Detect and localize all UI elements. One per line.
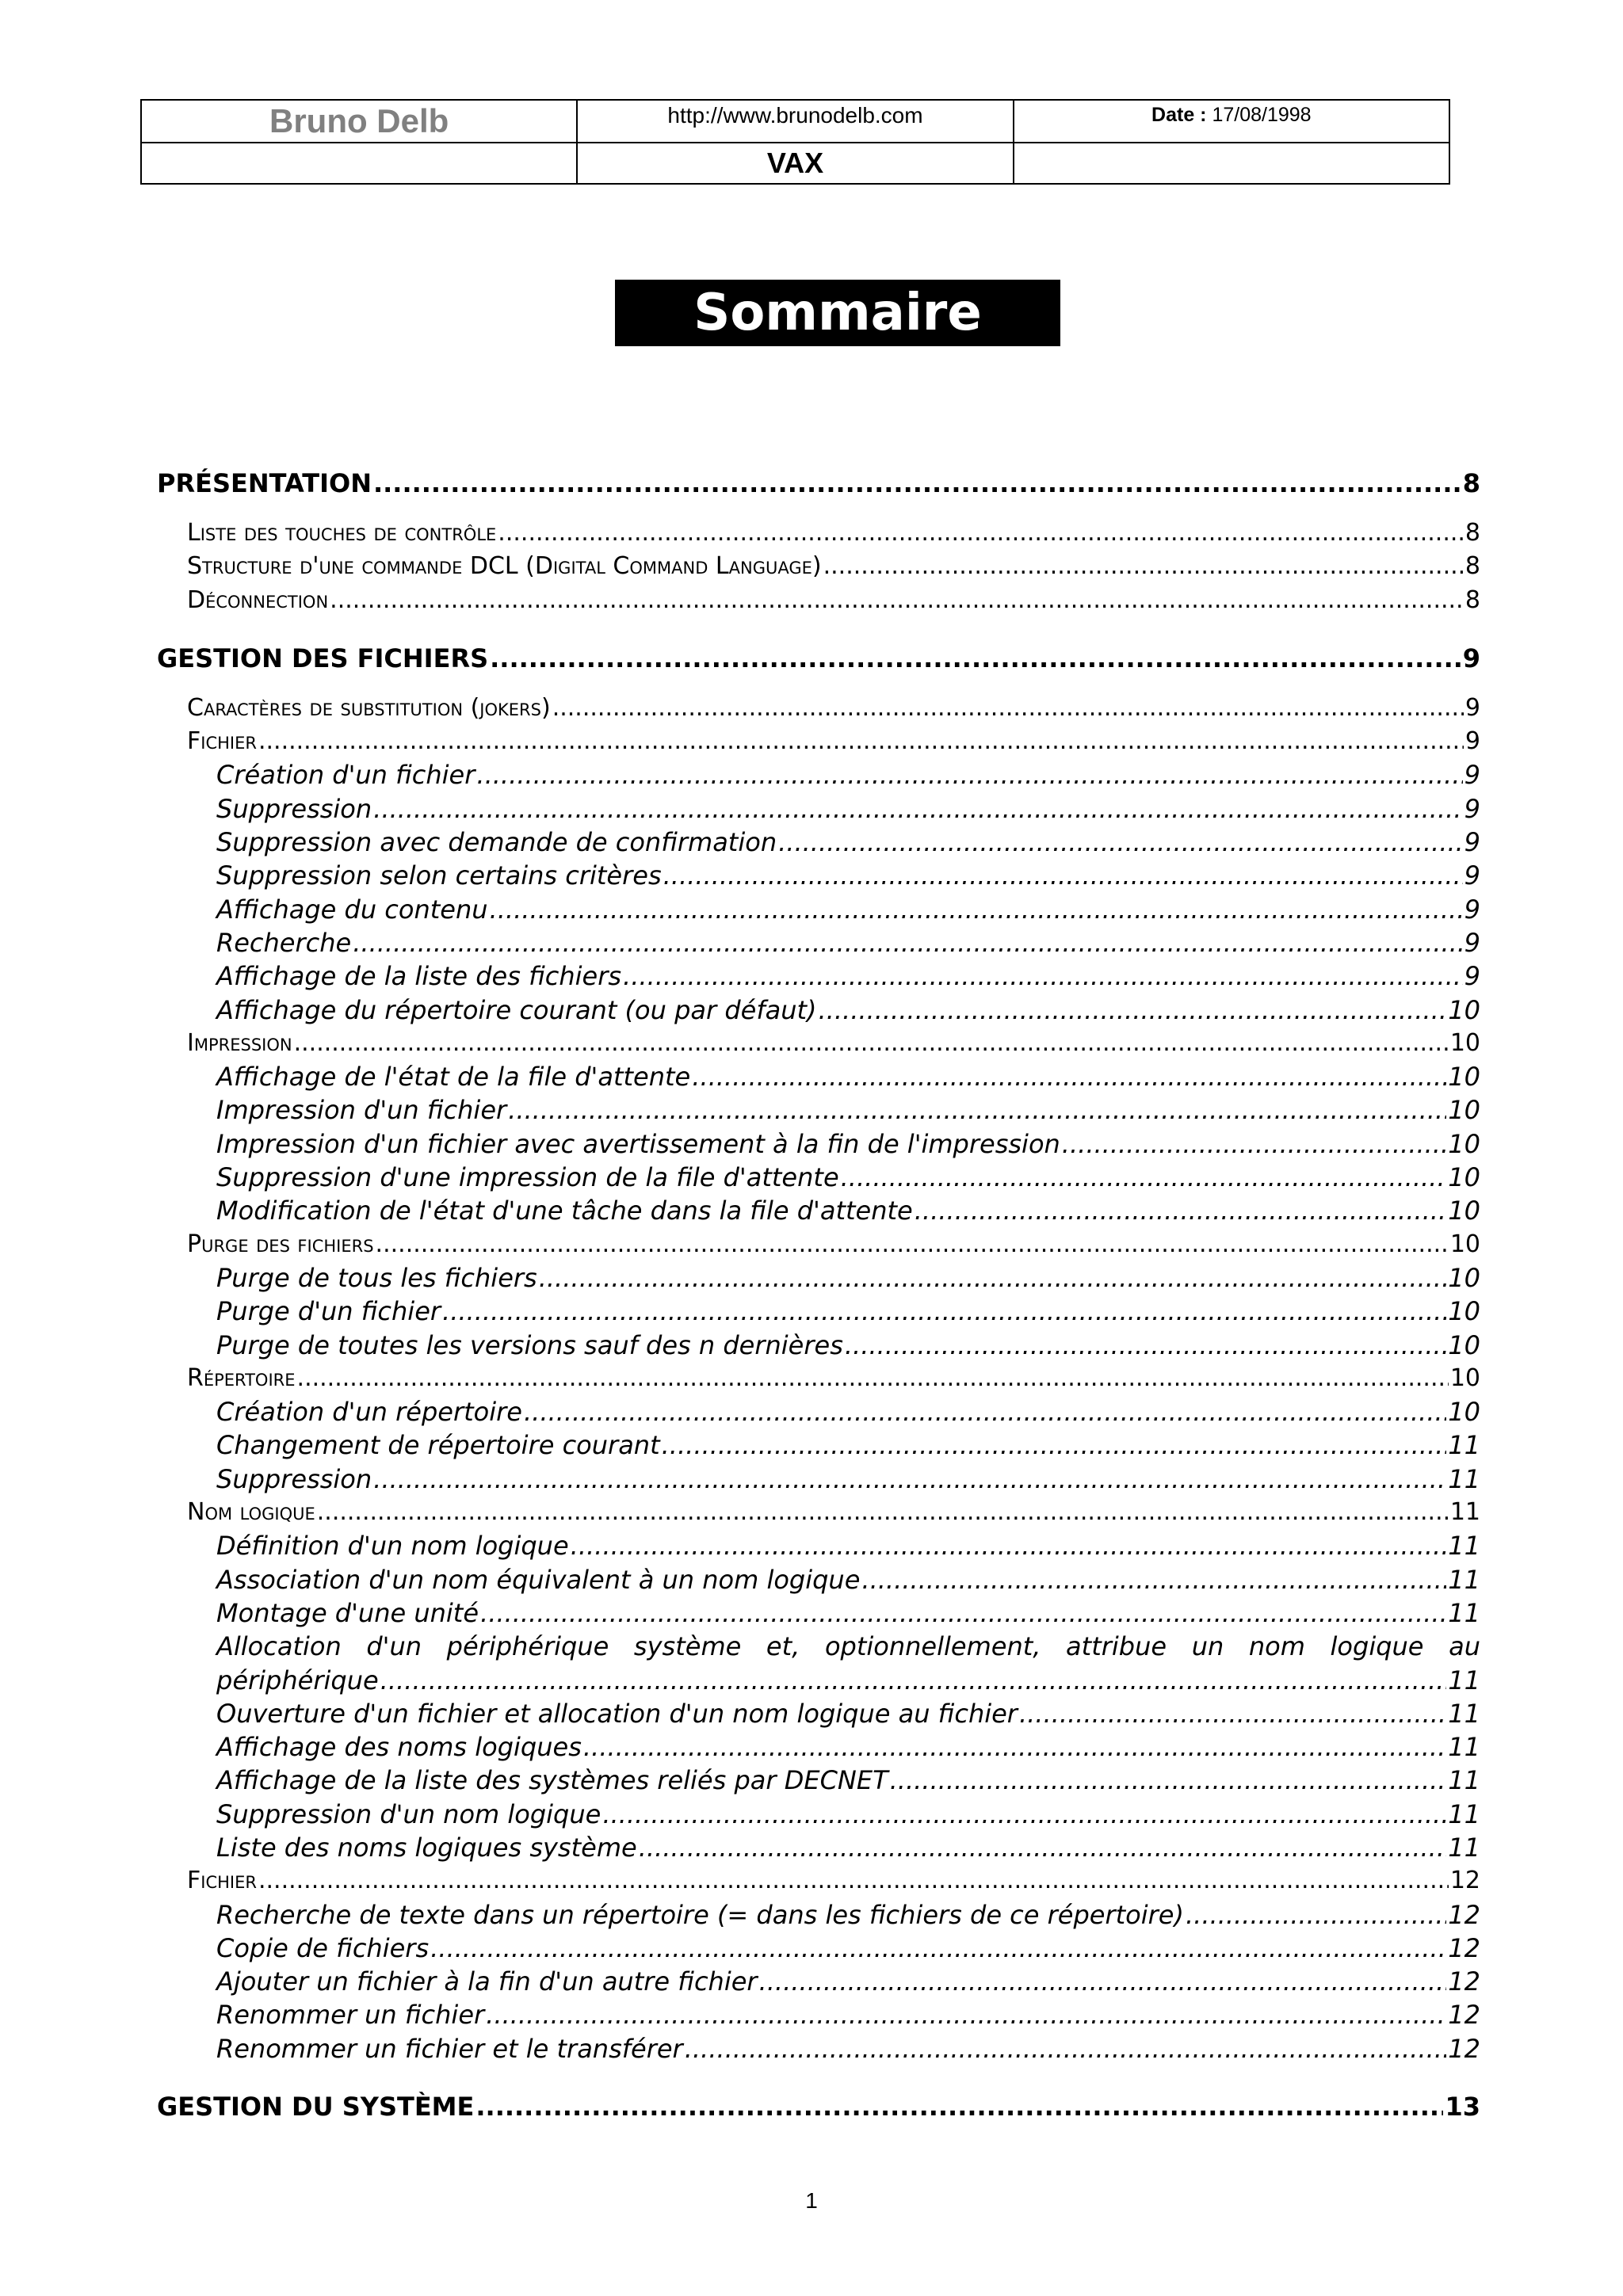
toc-page-number: 12 — [1448, 1966, 1480, 1997]
toc-page-number: 8 — [1462, 468, 1480, 498]
toc-entry[interactable] — [157, 517, 1480, 550]
toc-entry[interactable] — [157, 1529, 1480, 1562]
toc-dot-leader — [490, 893, 1463, 926]
toc-entry[interactable] — [157, 1697, 1480, 1730]
toc-dot-leader — [1186, 1898, 1446, 1932]
toc-entry[interactable] — [157, 1261, 1480, 1295]
toc-entry-title: Création d'un répertoire — [216, 1395, 524, 1428]
toc-dot-leader — [476, 758, 1462, 791]
toc-dot-leader — [552, 692, 1464, 725]
toc-entry[interactable] — [157, 2083, 1480, 2130]
toc-dot-leader — [539, 1261, 1447, 1295]
toc-entry-title: Nom logique — [187, 1496, 317, 1529]
toc-page-number: 10 — [1448, 1162, 1480, 1193]
toc-entry[interactable] — [157, 994, 1480, 1027]
toc-dot-leader — [662, 1428, 1447, 1462]
toc-entry-title: Suppression — [216, 792, 373, 826]
toc-entry-title: périphérique — [216, 1664, 380, 1697]
toc-entry-title: Purge des fichiers — [187, 1228, 376, 1261]
toc-entry-title: Répertoire — [187, 1362, 297, 1395]
toc-entry[interactable] — [157, 584, 1480, 617]
toc-dot-leader — [486, 1998, 1446, 2031]
toc-dot-leader — [508, 1093, 1446, 1127]
toc-entry[interactable] — [157, 1596, 1480, 1630]
toc-entry-title: PRÉSENTATION — [157, 460, 373, 507]
toc-page-number: 10 — [1449, 1363, 1480, 1392]
toc-entry-title: Création d'un fichier — [216, 758, 476, 791]
toc-dot-leader — [845, 1329, 1446, 1362]
toc-entry[interactable] — [157, 926, 1480, 959]
toc-page-number: 11 — [1448, 1665, 1480, 1695]
toc-page-number: 8 — [1465, 585, 1480, 614]
toc-dot-leader — [317, 1496, 1449, 1529]
toc-page-number: 11 — [1448, 1463, 1480, 1494]
toc-dot-leader — [778, 826, 1463, 859]
toc-page-number: 11 — [1448, 1732, 1480, 1763]
toc-entry-title: Ajouter un fichier à la fin d'un autre fichier — [216, 1965, 759, 1998]
toc-entry-title: Suppression d'un nom logique — [216, 1798, 602, 1831]
toc-entry-title: Fichier — [187, 1864, 258, 1897]
toc-entry[interactable] — [157, 1093, 1480, 1127]
toc-entry[interactable] — [157, 1864, 1480, 1897]
toc-page-number: 13 — [1445, 2092, 1480, 2122]
toc-entry-title: Suppression — [216, 1463, 373, 1496]
toc-page-number: 8 — [1465, 519, 1480, 547]
toc-page-number: 10 — [1448, 1262, 1480, 1293]
toc-entry[interactable] — [157, 725, 1480, 758]
toc-entry[interactable] — [157, 692, 1480, 725]
toc-dot-leader — [430, 1932, 1446, 1965]
toc-page-number: 12 — [1449, 1867, 1480, 1895]
toc-page-number: 10 — [1448, 1329, 1480, 1360]
toc-entry-title: Fichier — [187, 725, 258, 758]
toc-dot-leader — [297, 1362, 1449, 1395]
toc-page-number: 12 — [1448, 2033, 1480, 2064]
toc-dot-leader — [490, 635, 1461, 682]
toc-page-number: 11 — [1449, 1498, 1480, 1527]
toc-entry[interactable] — [157, 1027, 1480, 1060]
toc-dot-leader — [373, 460, 1461, 507]
toc-dot-leader — [353, 926, 1462, 959]
toc-entry-title: GESTION DES FICHIERS — [157, 635, 490, 682]
toc-entry[interactable] — [157, 1563, 1480, 1596]
toc-dot-leader — [373, 1463, 1446, 1496]
toc-entry-title: Suppression avec demande de confirmation — [216, 826, 778, 859]
toc-entry-title: Affichage des noms logiques — [216, 1730, 583, 1764]
toc-entry[interactable] — [157, 1463, 1480, 1496]
toc-entry[interactable] — [157, 460, 1480, 507]
toc-page-number: 9 — [1464, 827, 1480, 858]
toc-entry[interactable] — [157, 1932, 1480, 1965]
toc-page-number: 11 — [1448, 1430, 1480, 1461]
header-empty-cell-right — [1014, 143, 1449, 184]
toc-entry[interactable] — [157, 1362, 1480, 1395]
toc-page-number: 9 — [1464, 894, 1480, 925]
toc-dot-leader — [602, 1798, 1446, 1831]
toc-entry[interactable] — [157, 1664, 1480, 1697]
toc-entry[interactable] — [157, 893, 1480, 926]
toc-page-number: 10 — [1448, 1196, 1480, 1226]
toc-entry[interactable] — [157, 1831, 1480, 1864]
author-name: Bruno Delb — [141, 100, 577, 143]
toc-page-number: 10 — [1448, 1128, 1480, 1159]
toc-entry-title: Purge d'un fichier — [216, 1295, 442, 1328]
toc-page-number: 12 — [1448, 1899, 1480, 1930]
toc-entry-title: Copie de fichiers — [216, 1932, 430, 1965]
toc-page-number: 10 — [1449, 1230, 1480, 1258]
toc-dot-leader — [571, 1529, 1447, 1562]
toc-entry[interactable] — [157, 1730, 1480, 1764]
toc-entry-title: Impression d'un fichier — [216, 1093, 508, 1127]
toc-dot-leader — [330, 584, 1464, 617]
toc-dot-leader — [759, 1965, 1447, 1998]
toc-dot-leader — [498, 517, 1464, 550]
toc-entry[interactable] — [157, 635, 1480, 682]
toc-dot-leader — [583, 1730, 1446, 1764]
toc-page-number: 10 — [1449, 1028, 1480, 1057]
toc-entry[interactable] — [157, 550, 1480, 583]
toc-page-number: 11 — [1448, 1698, 1480, 1729]
toc-dot-leader — [524, 1395, 1446, 1428]
toc-dot-leader — [915, 1194, 1447, 1227]
toc-entry-title: Modification de l'état d'une tâche dans la file d'attente — [216, 1194, 915, 1227]
toc-entry-title: Renommer un fichier — [216, 1998, 486, 2031]
toc-page-number: 11 — [1448, 1564, 1480, 1595]
toc-entry[interactable] — [157, 792, 1480, 826]
toc-page-number: 9 — [1465, 727, 1480, 756]
website-url: http://www.brunodelb.com — [577, 100, 1013, 143]
toc-entry[interactable] — [157, 2032, 1480, 2065]
toc-page-number: 10 — [1448, 1095, 1480, 1126]
toc-page-number: 9 — [1464, 793, 1480, 824]
toc-dot-leader — [258, 725, 1464, 758]
toc-page-number: 9 — [1464, 860, 1480, 891]
toc-entry-title: Affichage du répertoire courant (ou par défaut) — [216, 994, 819, 1027]
toc-entry-title: Changement de répertoire courant — [216, 1428, 662, 1462]
toc-entry[interactable] — [157, 826, 1480, 859]
toc-dot-leader — [442, 1295, 1446, 1328]
toc-dot-leader — [819, 994, 1447, 1027]
toc-dot-leader — [480, 1596, 1446, 1630]
toc-entry-title: Purge de toutes les versions sauf des n dernières — [216, 1329, 845, 1362]
toc-dot-leader — [294, 1027, 1449, 1060]
toc-entry-title: Liste des noms logiques système — [216, 1831, 639, 1864]
toc-dot-leader — [841, 1161, 1447, 1194]
toc-entry[interactable] — [157, 1798, 1480, 1831]
toc-page-number: 10 — [1448, 1062, 1480, 1093]
toc-entry-title: Affichage du contenu — [216, 893, 490, 926]
toc-entry-title: Affichage de l'état de la file d'attente — [216, 1060, 692, 1093]
toc-dot-leader — [1019, 1697, 1446, 1730]
toc-entry[interactable] — [157, 1965, 1480, 1998]
toc-entry-title: GESTION DU SYSTÈME — [157, 2083, 475, 2130]
toc-entry-title: Impression d'un fichier avec avertissement à la fin de l'impression — [216, 1127, 1062, 1161]
toc-page-number: 10 — [1448, 994, 1480, 1025]
date-value: 17/08/1998 — [1212, 104, 1312, 126]
toc-dot-leader — [639, 1831, 1447, 1864]
toc-dot-leader — [861, 1563, 1446, 1596]
toc-dot-leader — [1062, 1127, 1446, 1161]
toc-dot-leader — [258, 1864, 1449, 1897]
toc-entry-title: Affichage de la liste des fichiers — [216, 959, 623, 993]
toc-dot-leader — [373, 792, 1462, 826]
toc-page-number: 11 — [1448, 1765, 1480, 1796]
toc-dot-leader — [685, 2032, 1447, 2065]
toc-entry[interactable] — [157, 1764, 1480, 1797]
toc-entry-title: Recherche de texte dans un répertoire (= dans les fichiers de ce répertoire) — [216, 1898, 1186, 1932]
header-empty-cell-left — [141, 143, 577, 184]
toc-page-number: 9 — [1465, 693, 1480, 722]
toc-entry[interactable] — [157, 959, 1480, 993]
toc-entry-title: Montage d'une unité — [216, 1596, 480, 1630]
toc-entry[interactable] — [157, 1161, 1480, 1194]
toc-page-number: 12 — [1448, 2000, 1480, 2031]
toc-page-number: 9 — [1464, 760, 1480, 791]
toc-entry-title: Ouverture d'un fichier et allocation d'un nom logique au fichier — [216, 1697, 1019, 1730]
document-date — [1014, 100, 1449, 143]
toc-entry-title: Caractères de substitution (jokers) — [187, 692, 552, 725]
toc-dot-leader — [475, 2083, 1443, 2130]
toc-page-number: 12 — [1448, 1932, 1480, 1963]
document-subject: VAX — [577, 143, 1013, 184]
date-label: Date : — [1151, 104, 1207, 126]
toc-dot-leader — [376, 1228, 1449, 1261]
toc-entry[interactable] — [157, 1428, 1480, 1462]
toc-entry-title: Liste des touches de contrôle — [187, 517, 498, 550]
toc-dot-leader — [663, 859, 1463, 892]
toc-entry[interactable] — [157, 1060, 1480, 1093]
toc-dot-leader — [823, 550, 1464, 583]
toc-page-number: 11 — [1448, 1531, 1480, 1562]
toc-dot-leader — [380, 1664, 1447, 1697]
toc-entry[interactable] — [157, 1194, 1480, 1227]
toc-entry-title: Déconnection — [187, 584, 330, 617]
toc-entry[interactable] — [157, 1496, 1480, 1529]
toc-entry-title: Structure d'une commande DCL (Digital Command Language) — [187, 550, 823, 583]
toc-entry-title: Suppression selon certains critères — [216, 859, 663, 892]
toc-entry-title: Définition d'un nom logique — [216, 1529, 571, 1562]
toc-entry-wrapped-line[interactable]: Allocation d'un périphérique système et, optionnellement, attribue un nom logique au — [216, 1631, 1480, 1662]
toc-entry-title: Purge de tous les fichiers — [216, 1261, 539, 1295]
page-title: Sommaire — [615, 280, 1060, 346]
toc-entry[interactable] — [157, 1395, 1480, 1428]
table-of-contents — [157, 460, 1480, 2140]
toc-page-number: 11 — [1448, 1832, 1480, 1863]
toc-page-number: 9 — [1464, 961, 1480, 992]
page-number: 1 — [805, 2188, 818, 2213]
toc-entry-title: Renommer un fichier et le transférer — [216, 2032, 685, 2065]
toc-entry[interactable] — [157, 1228, 1480, 1261]
toc-entry-title: Impression — [187, 1027, 294, 1060]
toc-page-number: 11 — [1448, 1798, 1480, 1829]
toc-entry[interactable] — [157, 1295, 1480, 1328]
toc-entry[interactable] — [157, 758, 1480, 791]
toc-dot-leader — [623, 959, 1463, 993]
toc-entry[interactable] — [157, 1998, 1480, 2031]
toc-page-number: 9 — [1464, 927, 1480, 958]
toc-entry[interactable] — [157, 859, 1480, 892]
toc-page-number: 11 — [1448, 1597, 1480, 1628]
toc-dot-leader — [890, 1764, 1447, 1797]
toc-page-number: 9 — [1462, 643, 1480, 673]
toc-page-number: 8 — [1465, 552, 1480, 581]
toc-entry[interactable] — [157, 1898, 1480, 1932]
toc-entry-title: Recherche — [216, 926, 353, 959]
toc-entry[interactable] — [157, 1127, 1480, 1161]
toc-page-number: 10 — [1448, 1397, 1480, 1428]
toc-entry-title: Affichage de la liste des systèmes reliés par DECNET — [216, 1764, 890, 1797]
toc-entry[interactable] — [157, 1329, 1480, 1362]
toc-entry-title: Suppression d'une impression de la file d'attente — [216, 1161, 841, 1194]
document-header — [140, 99, 1450, 185]
toc-dot-leader — [692, 1060, 1446, 1093]
toc-page-number: 10 — [1448, 1296, 1480, 1327]
toc-entry-title: Association d'un nom équivalent à un nom logique — [216, 1563, 861, 1596]
